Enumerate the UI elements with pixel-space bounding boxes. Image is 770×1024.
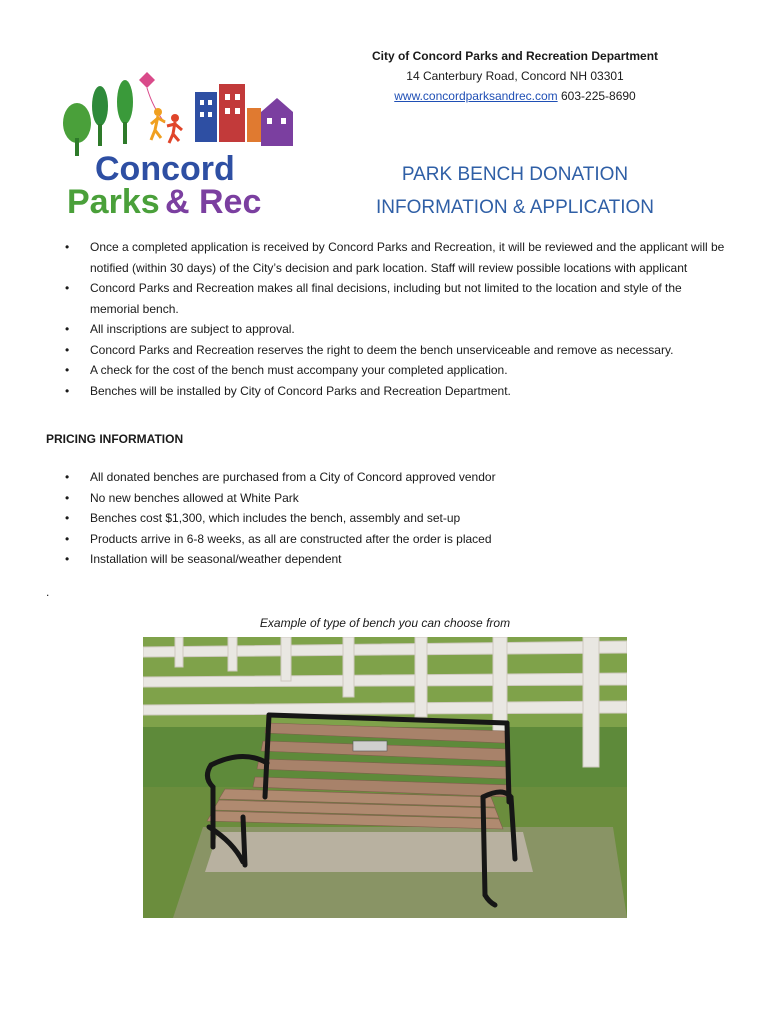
list-item: • All inscriptions are subject to approval.	[62, 319, 732, 340]
pricing-heading: PRICING INFORMATION	[46, 432, 184, 446]
concord-parks-rec-logo	[55, 68, 305, 218]
memorial-plaque	[353, 741, 387, 751]
organization-header	[340, 46, 690, 106]
logo-word-concord: Concord	[95, 150, 235, 188]
list-item: • A check for the cost of the bench must accompany your completed application.	[62, 360, 732, 381]
list-item: • Benches cost $1,300, which includes the bench, assembly and set-up	[62, 508, 732, 529]
children-figures-icon	[151, 108, 182, 143]
website-link[interactable]: www.concordparksandrec.com	[394, 89, 558, 103]
title-line-2: INFORMATION & APPLICATION	[376, 197, 654, 218]
organization-address: 14 Canterbury Road, Concord NH 03301	[406, 69, 624, 83]
pricing-bullet-list	[62, 467, 732, 570]
list-item: • Once a completed application is received by Concord Parks and Recreation, it will be reviewed and the applicant will be notified (within 30 days) of the City’s decision and park location. Staff will review possible locations with applicant	[62, 237, 732, 278]
stray-mark: .	[46, 585, 50, 599]
photo-caption: Example of type of bench you can choose from	[259, 616, 511, 630]
logo-word-rec: & Rec	[165, 183, 262, 218]
list-item: • Benches will be installed by City of Concord Parks and Recreation Department.	[62, 381, 732, 402]
tree-icon	[63, 80, 133, 156]
houses-icon	[195, 84, 293, 146]
list-item: • Products arrive in 6-8 weeks, as all are constructed after the order is placed	[62, 529, 732, 550]
info-bullet-list	[62, 237, 732, 401]
contact-line	[340, 86, 690, 106]
organization-name: City of Concord Parks and Recreation Department	[371, 49, 659, 63]
logo-word-parks: Parks	[67, 183, 160, 218]
list-item: • Concord Parks and Recreation reserves the right to deem the bench unserviceable and remove as necessary.	[62, 340, 732, 361]
phone-number: 603-225-8690	[561, 89, 636, 103]
list-item: • Installation will be seasonal/weather dependent	[62, 549, 732, 570]
bench-photo	[143, 637, 627, 918]
document-title	[340, 158, 690, 224]
title-line-1: PARK BENCH DONATION	[401, 164, 629, 185]
list-item: • No new benches allowed at White Park	[62, 488, 732, 509]
list-item: • Concord Parks and Recreation makes all final decisions, including but not limited to the location and style of the memorial bench.	[62, 278, 732, 319]
list-item: • All donated benches are purchased from a City of Concord approved vendor	[62, 467, 732, 488]
kite-icon	[139, 72, 165, 123]
